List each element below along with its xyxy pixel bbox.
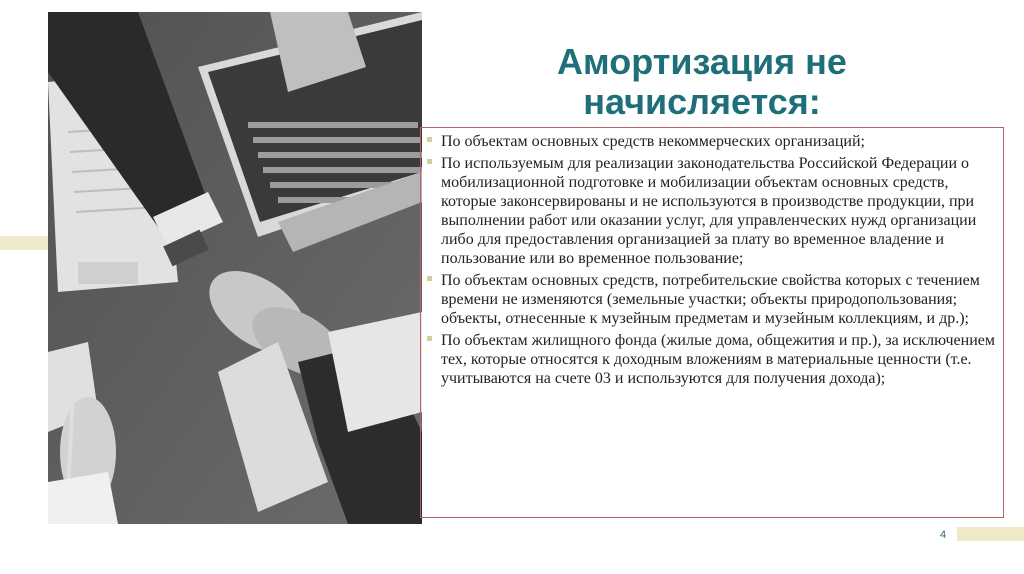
decorative-strip-left [0,236,48,250]
handshake-photo [48,12,422,524]
bullet-marker-icon [427,159,432,164]
list-item [425,154,1003,268]
bullet-text: По используемым для реализации законодательства Российской Федерации о мобилизационной подготовке и мобилизации объектам основных средств, которые законсервированы и не используются в производстве продукции, при выполнении работ или оказании услуг, для управленческих нужд организации либо для предоставления организацией за плату во временное владение и пользование или во временное пользование; [441,155,977,267]
page-number: 4 [939,529,947,541]
decorative-strip-right [957,527,1024,541]
bullet-marker-icon [427,137,432,142]
bullet-text: По объектам жилищного фонда (жилые дома, общежития и пр.), за исключением тех, которые относятся к доходным вложениям в материальные ценности (т.е. учитываются на счете 03 и используются для получения дохода); [441,332,995,387]
list-item [425,132,1003,151]
list-item [425,331,1003,388]
content-box [420,127,1004,518]
bullet-text: По объектам основных средств, потребительские свойства которых с течением времени не изменяются (земельные участки; объекты природопользования; объекты, отнесенные к музейным предметам и музейным коллекциям, и др.); [441,272,980,327]
bullet-list [425,132,1003,388]
bullet-marker-icon [427,276,432,281]
list-item [425,271,1003,328]
bullet-text: По объектам основных средств некоммерческих организаций; [441,133,865,150]
slide-title: Амортизация не начисляется: [557,41,847,122]
bullet-marker-icon [427,336,432,341]
